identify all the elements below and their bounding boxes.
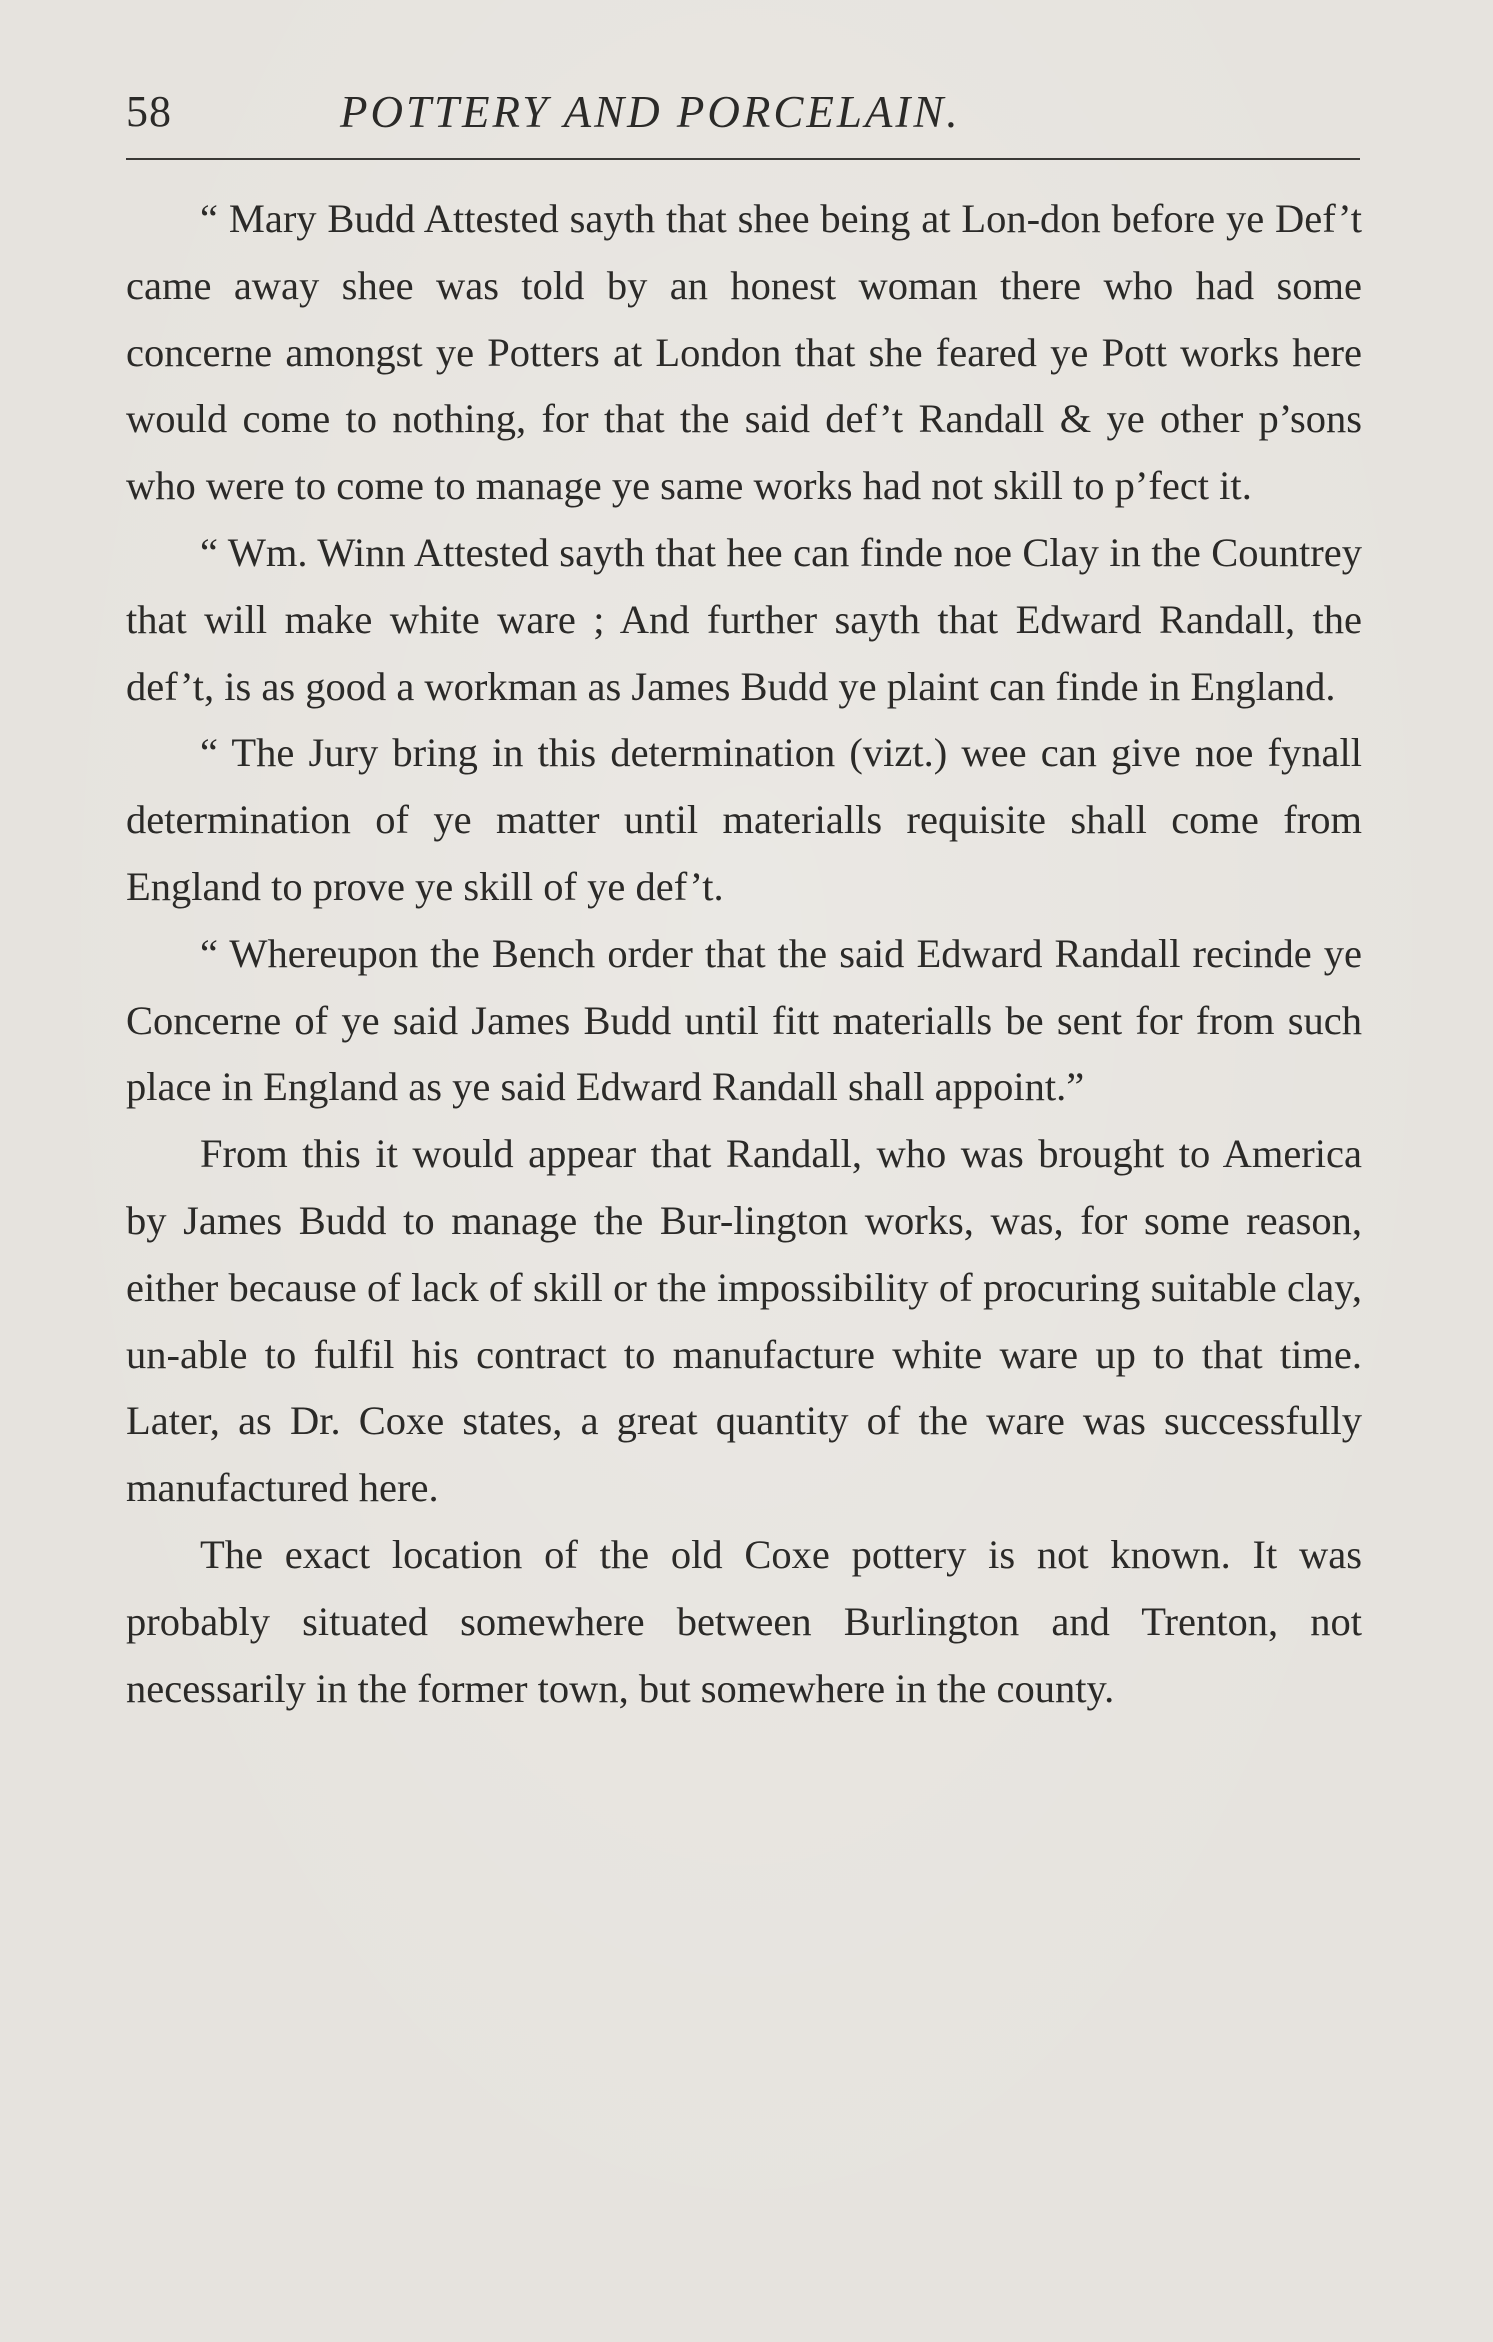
paragraph-mary-budd-testimony: “ Mary Budd Attested sayth that shee being at Lon-don before ye Def’t came away shee was told by an honest woman there who had some concerne amongst ye Potters at London that she feared ye Pott works here would come to nothing, for that the said def’t Randall & ye other p’sons who were to come to manage ye same works had not skill to p’fect it.: [126, 196, 1362, 509]
paragraph-wm-winn-testimony: “ Wm. Winn Attested sayth that hee can finde noe Clay in the Countrey that will make white ware ; And further sayth that Edward Randall, the def’t, is as good a workman as James Budd ye plaint can finde in England.: [126, 529, 1362, 709]
paragraph-jury-determination: “ The Jury bring in this determination (vizt.) wee can give noe fynall determination of ye matter until materialls requisite shall come from England to prove ye skill of ye def’t.: [126, 730, 1362, 909]
paragraph-randall-conclusion: From this it would appear that Randall, who was brought to America by James Budd to manage the Bur-lington works, was, for some reason, either because of lack of skill or the impossibility of procuring suitable clay, un-able to fulfil his contract to manufacture white ware up to that time. Later, as Dr. Coxe states, a great quantity of the ware was successfully manufactured here.: [126, 1131, 1362, 1511]
body-text: [126, 186, 1362, 1722]
paragraph-coxe-pottery-location: The exact location of the old Coxe pottery is not known. It was probably situated somewhere between Burlington and Trenton, not necessarily in the former town, but somewhere in the county.: [126, 1531, 1362, 1711]
running-title: POTTERY AND PORCELAIN.: [340, 87, 961, 137]
running-head: [126, 78, 1362, 158]
page-number: 58: [126, 87, 172, 136]
header-rule: [126, 158, 1360, 160]
paragraph-bench-order: “ Whereupon the Bench order that the said Edward Randall recinde ye Concerne of ye said James Budd until fitt materialls be sent for from such place in England as ye said Edward Randall shall appoint.”: [126, 930, 1362, 1110]
